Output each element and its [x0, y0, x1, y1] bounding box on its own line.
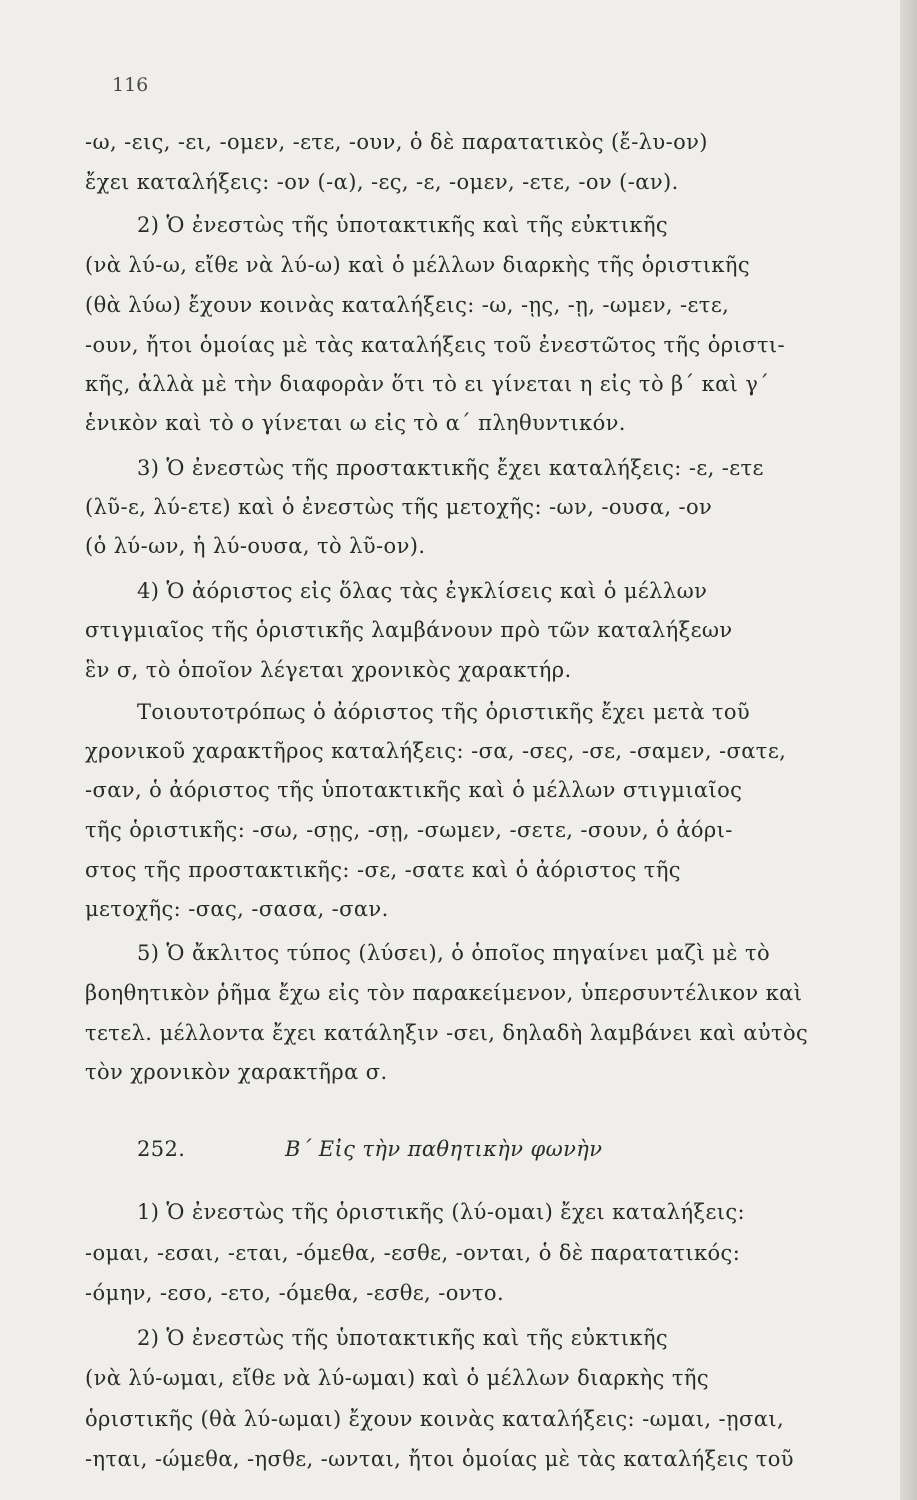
text-line: 3) Ὁ ἐνεστὼς τῆς προστακτικῆς ἔχει καταλήξεις: -ε, -ετε	[137, 456, 764, 480]
text-line: τετελ. μέλλοντα ἔχει κατάληξιν -σει, δηλαδὴ λαμβάνει καὶ αὐτὸς	[85, 1021, 809, 1045]
text-line: ἔχει καταλήξεις: -ον (-α), -ες, -ε, -ομεν, -ετε, -ον (-αν).	[85, 170, 679, 194]
text-line: ὁριστικῆς (θὰ λύ-ωμαι) ἔχουν κοινὰς καταλήξεις: -ωμαι, -ῃσαι,	[85, 1407, 785, 1431]
text-line: 4) Ὁ ἀόριστος εἰς ὅλας τὰς ἐγκλίσεις καὶ ὁ μέλλων	[137, 579, 708, 603]
book-spine-shadow	[900, 0, 917, 1500]
text-line: ἑνικὸν καὶ τὸ ο γίνεται ω εἰς τὸ α΄ πληθυντικόν.	[85, 411, 626, 435]
text-line: 2) Ὁ ἐνεστὼς τῆς ὑποτακτικῆς καὶ τῆς εὐκτικῆς	[137, 213, 669, 237]
text-line: -ομαι, -εσαι, -εται, -όμεθα, -εσθε, -ονται, ὁ δὲ παρατατικός:	[85, 1241, 741, 1265]
text-line: στιγμιαῖος τῆς ὁριστικῆς λαμβάνουν πρὸ τῶν καταλήξεων	[85, 618, 733, 642]
text-line: βοηθητικὸν ῥῆμα ἔχω εἰς τὸν παρακείμενον, ὑπερσυντέλικον καὶ	[85, 981, 803, 1005]
text-line: -ηται, -ώμεθα, -ησθε, -ωνται, ἤτοι ὁμοίας μὲ τὰς καταλήξεις τοῦ	[85, 1447, 794, 1471]
section-title: Β΄ Εἰς τὴν παθητικὴν φωνὴν	[285, 1137, 603, 1161]
text-line: -σαν, ὁ ἀόριστος τῆς ὑποτακτικῆς καὶ ὁ μέλλων στιγμιαῖος	[85, 778, 743, 802]
text-line: (λῦ-ε, λύ-ετε) καὶ ὁ ἐνεστὼς τῆς μετοχῆς: -ων, -ουσα, -ον	[85, 495, 713, 519]
text-line: -ουν, ἤτοι ὁμοίας μὲ τὰς καταλήξεις τοῦ ἐνεστῶτος τῆς ὁριστι-	[85, 333, 786, 357]
text-line: 1) Ὁ ἐνεστὼς τῆς ὁριστικῆς (λύ-ομαι) ἔχει καταλήξεις:	[137, 1200, 745, 1224]
text-line: τὸν χρονικὸν χαρακτῆρα σ.	[85, 1060, 388, 1084]
text-line: (νὰ λύ-ωμαι, εἴθε νὰ λύ-ωμαι) καὶ ὁ μέλλων διαρκὴς τῆς	[85, 1366, 710, 1390]
text-line: μετοχῆς: -σας, -σασα, -σαν.	[85, 897, 389, 921]
text-line: ἓν σ, τὸ ὁποῖον λέγεται χρονικὸς χαρακτήρ.	[85, 658, 572, 682]
text-line: (θὰ λύω) ἔχουν κοινὰς καταλήξεις: -ω, -ῃς, -ῃ, -ωμεν, -ετε,	[85, 293, 730, 317]
page-number: 116	[112, 74, 149, 96]
text-line: 2) Ὁ ἐνεστὼς τῆς ὑποτακτικῆς καὶ τῆς εὐκτικῆς	[137, 1326, 669, 1350]
section-number: 252.	[137, 1137, 186, 1161]
text-line: (ὁ λύ-ων, ἡ λύ-ουσα, τὸ λῦ-ον).	[85, 534, 426, 558]
text-line: Τοιουτοτρόπως ὁ ἀόριστος τῆς ὁριστικῆς ἔχει μετὰ τοῦ	[137, 700, 751, 724]
text-line: 5) Ὁ ἄκλιτος τύπος (λύσει), ὁ ὁποῖος πηγαίνει μαζὶ μὲ τὸ	[137, 941, 771, 965]
text-line: τῆς ὁριστικῆς: -σω, -σῃς, -σῃ, -σωμεν, -σετε, -σουν, ὁ ἀόρι-	[85, 818, 733, 842]
text-line: κῆς, ἀλλὰ μὲ τὴν διαφορὰν ὅτι τὸ ει γίνεται η εἰς τὸ β΄ καὶ γ΄	[85, 372, 770, 396]
text-line: -όμην, -εσο, -ετο, -όμεθα, -εσθε, -οντο.	[85, 1281, 505, 1305]
text-line: (νὰ λύ-ω, εἴθε νὰ λύ-ω) καὶ ὁ μέλλων διαρκὴς τῆς ὁριστικῆς	[85, 253, 751, 277]
text-line: χρονικοῦ χαρακτῆρος καταλήξεις: -σα, -σες, -σε, -σαμεν, -σατε,	[85, 739, 787, 763]
text-line: στος τῆς προστακτικῆς: -σε, -σατε καὶ ὁ ἀόριστος τῆς	[85, 858, 681, 882]
text-line: -ω, -εις, -ει, -ομεν, -ετε, -ουν, ὁ δὲ παρατατικὸς (ἔ-λυ-ον)	[85, 130, 708, 154]
